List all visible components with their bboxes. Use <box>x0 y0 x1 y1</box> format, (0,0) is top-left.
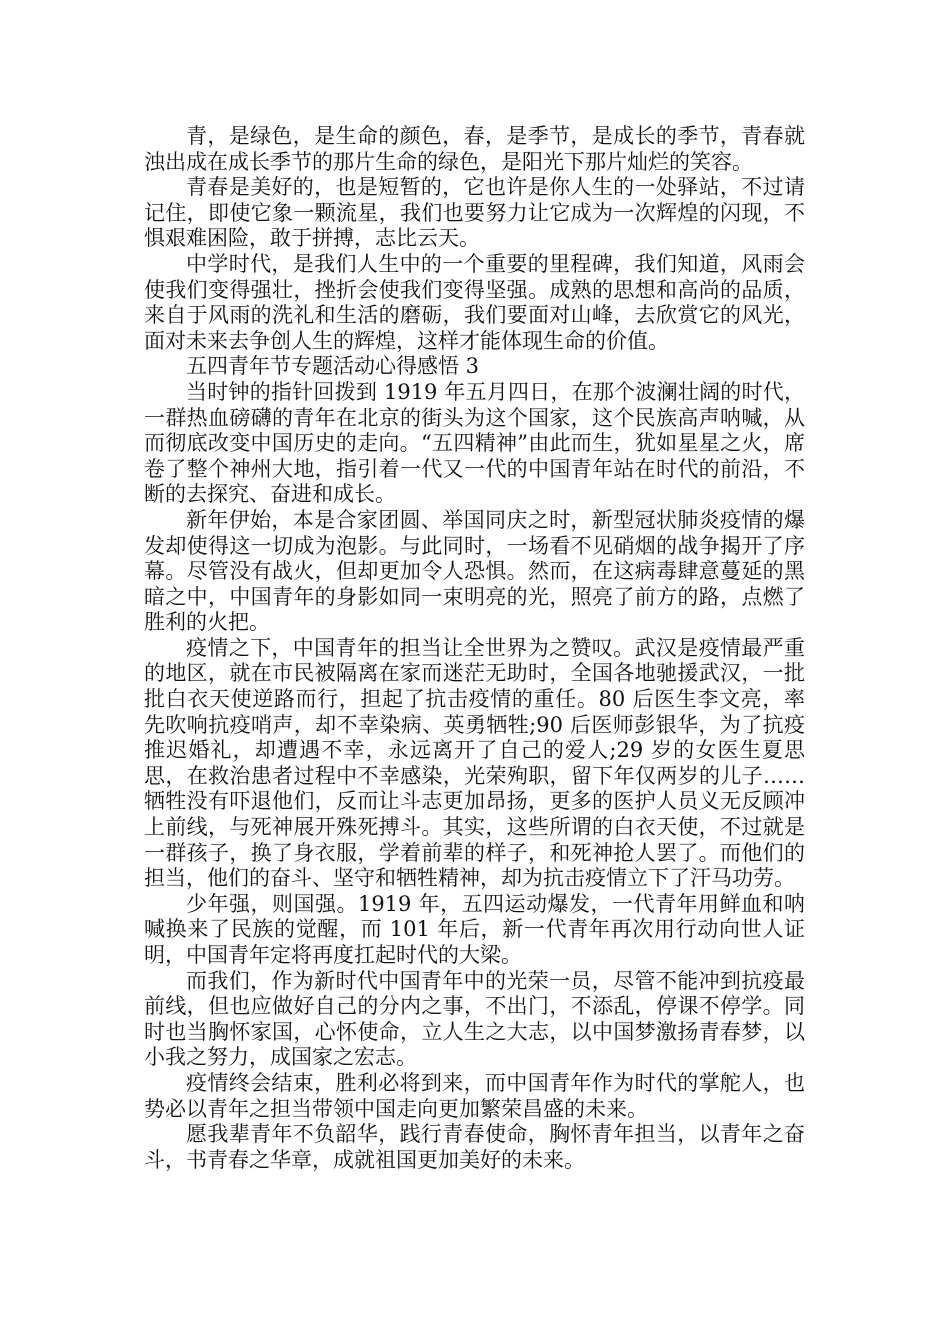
paragraph: 疫情终会结束，胜利必将到来，而中国青年作为时代的掌舵人，也势必以青年之担当带领中国走向更加繁荣昌盛的未来。 <box>144 1070 805 1121</box>
paragraph: 而我们，作为新时代中国青年中的光荣一员，尽管不能冲到抗疫最前线，但也应做好自己的分内之事，不出门，不添乱，停课不停学。同时也当胸怀家国，心怀使命，立人生之大志，以中国梦激扬青春梦，以小我之努力，成国家之宏志。 <box>144 968 805 1070</box>
paragraph: 中学时代，是我们人生中的一个重要的里程碑，我们知道，风雨会使我们变得强壮，挫折会使我们变得坚强。成熟的思想和高尚的品质，来自于风雨的洗礼和生活的磨砺，我们要面对山峰，去欣赏它的风光，面对未来去争创人生的辉煌，这样才能体现生命的价值。 <box>144 251 805 353</box>
paragraph: 新年伊始，本是合家团圆、举国同庆之时，新型冠状肺炎疫情的爆发却使得这一切成为泡影。与此同时，一场看不见硝烟的战争揭开了序幕。尽管没有战火，但却更加令人恐惧。然而，在这病毒肆意蔓延的黑暗之中，中国青年的身影如同一束明亮的光，照亮了前方的路，点燃了胜利的火把。 <box>144 507 805 635</box>
paragraph: 愿我辈青年不负韶华，践行青春使命，胸怀青年担当，以青年之奋斗，书青春之华章，成就祖国更加美好的未来。 <box>144 1122 805 1172</box>
paragraph: 当时钟的指针回拨到 1919 年五月四日，在那个波澜壮阔的时代，一群热血磅礴的青年在北京的街头为这个国家，这个民族高声呐喊，从而彻底改变中国历史的走向。“五四精神”由此而生，犹如星星之火，席卷了整个神州大地，指引着一代又一代的中国青年站在时代的前沿，不断的去探究、奋进和成长。 <box>144 379 805 507</box>
document-body <box>144 124 805 1173</box>
paragraph: 疫情之下，中国青年的担当让全世界为之赞叹。武汉是疫情最严重的地区，就在市民被隔离在家而迷茫无助时，全国各地驰援武汉，一批批白衣天使逆路而行，担起了抗击疫情的重任。80 后医生李文亮，率先吹响抗疫哨声，却不幸染病、英勇牺牲;90 后医师彭银华，为了抗疫推迟婚礼，却遭遇不幸，永远离开了自己的爱人;29 岁的女医生夏思思，在救治患者过程中不幸感染，光荣殉职，留下年仅两岁的儿子……牺牲没有吓退他们，反而让斗志更加昂扬，更多的医护人员义无反顾冲上前线，与死神展开殊死搏斗。其实，这些所谓的白衣天使，不过就是一群孩子，换了身衣服，学着前辈的样子，和死神抢人罢了。而他们的担当，他们的奋斗、坚守和牺牲精神，却为抗击疫情立下了汗马功劳。 <box>144 635 805 891</box>
section-heading: 五四青年节专题活动心得感悟 3 <box>186 354 480 379</box>
paragraph: 青，是绿色，是生命的颜色，春，是季节，是成长的季节，青春就浊出成在成长季节的那片生命的绿色，是阳光下那片灿烂的笑容。 <box>144 124 805 174</box>
paragraph: 青春是美好的，也是短暂的，它也许是你人生的一处驿站，不过请记住，即使它象一颗流星，我们也要努力让它成为一次辉煌的闪现，不惧艰难困险，敢于拼搏，志比云天。 <box>144 175 805 251</box>
paragraph: 少年强，则国强。1919 年，五四运动爆发，一代青年用鲜血和呐喊换来了民族的觉醒，而 101 年后，新一代青年再次用行动向世人证明，中国青年定将再度扛起时代的大梁。 <box>144 891 805 967</box>
